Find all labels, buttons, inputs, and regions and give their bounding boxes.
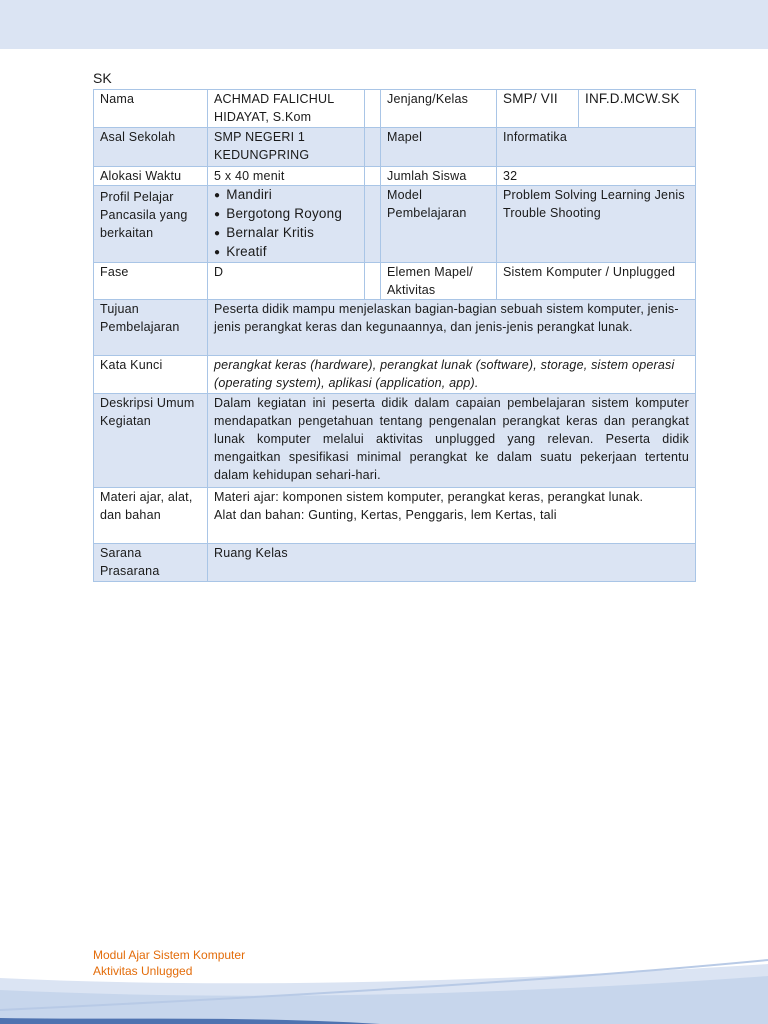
label-nama: Nama bbox=[94, 90, 208, 128]
spacer-cell bbox=[365, 90, 381, 128]
value-deskripsi: Dalam kegiatan ini peserta didik dalam capaian pembelajaran sistem komputer mendapatkan pengetahuan tentang pengenalan perangkat keras dan perangkat lunak komputer melalui aktivitas unplugged yang relevan. Peserta didik mengaitkan spesifikasi minimal perangkat ke dalam suatu pekerjaan tertentu dalam kehidupan sehari-hari. bbox=[208, 394, 696, 488]
table-row-fase bbox=[94, 263, 696, 300]
label-alokasi-waktu: Alokasi Waktu bbox=[94, 167, 208, 186]
profil-list bbox=[214, 186, 358, 262]
list-item: ● Bergotong Royong bbox=[214, 205, 358, 224]
value-nama: ACHMAD FALICHUL HIDAYAT, S.Kom bbox=[208, 90, 365, 128]
value-elemen-mapel: Sistem Komputer / Unplugged bbox=[497, 263, 696, 300]
value-jumlah-siswa: 32 bbox=[497, 167, 696, 186]
label-elemen-mapel: Elemen Mapel/ Aktivitas bbox=[381, 263, 497, 300]
label-materi: Materi ajar, alat, dan bahan bbox=[94, 488, 208, 544]
label-jenjang-kelas: Jenjang/Kelas bbox=[381, 90, 497, 128]
value-tujuan: Peserta didik mampu menjelaskan bagian-bagian sebuah sistem komputer, jenis-jenis perangkat keras dan kegunaannya, dan jenis-jenis perangkat lunak. bbox=[208, 300, 696, 356]
document-code-label: SK bbox=[93, 70, 112, 86]
label-jumlah-siswa: Jumlah Siswa bbox=[381, 167, 497, 186]
footer-text bbox=[93, 947, 245, 979]
table-row-profil-pelajar bbox=[94, 186, 696, 263]
label-asal-sekolah: Asal Sekolah bbox=[94, 128, 208, 167]
label-fase: Fase bbox=[94, 263, 208, 300]
spacer-cell bbox=[365, 186, 381, 263]
value-jenjang-kelas: SMP/ VII bbox=[497, 90, 579, 128]
spacer-cell bbox=[365, 263, 381, 300]
label-deskripsi: Deskripsi Umum Kegiatan bbox=[94, 394, 208, 488]
value-sarana: Ruang Kelas bbox=[208, 544, 696, 582]
table-row-materi bbox=[94, 488, 696, 544]
label-mapel: Mapel bbox=[381, 128, 497, 167]
value-mapel: Informatika bbox=[497, 128, 696, 167]
table-row-tujuan bbox=[94, 300, 696, 356]
label-profil-pelajar: Profil Pelajar Pancasila yang berkaitan bbox=[94, 186, 208, 263]
label-model-pembelajaran: Model Pembelajaran bbox=[381, 186, 497, 263]
value-module-code: INF.D.MCW.SK bbox=[579, 90, 696, 128]
table-row-asal-sekolah bbox=[94, 128, 696, 167]
spacer-cell bbox=[365, 167, 381, 186]
value-kata-kunci: perangkat keras (hardware), perangkat lunak (software), storage, sistem operasi (operating system), aplikasi (application, app). bbox=[208, 356, 696, 394]
list-item: ● Kreatif bbox=[214, 243, 358, 262]
label-kata-kunci: Kata Kunci bbox=[94, 356, 208, 394]
value-alokasi-waktu: 5 x 40 menit bbox=[208, 167, 365, 186]
footer-module-title: Modul Ajar Sistem Komputer bbox=[93, 948, 246, 962]
label-sarana: Sarana Prasarana bbox=[94, 544, 208, 582]
spacer-cell bbox=[365, 128, 381, 167]
list-item: ● Bernalar Kritis bbox=[214, 224, 358, 243]
footer-activity-title: Aktivitas Unlugged bbox=[93, 964, 193, 978]
table-row-nama bbox=[94, 90, 696, 128]
alat-bahan-line: Alat dan bahan: Gunting, Kertas, Penggaris, lem Kertas, tali bbox=[214, 508, 557, 522]
value-materi bbox=[208, 488, 696, 544]
value-fase: D bbox=[208, 263, 365, 300]
table-row-kata-kunci bbox=[94, 356, 696, 394]
value-model-pembelajaran: Problem Solving Learning Jenis Trouble Shooting bbox=[497, 186, 696, 263]
table-row-sarana bbox=[94, 544, 696, 582]
identity-table bbox=[93, 89, 696, 582]
table-row-deskripsi bbox=[94, 394, 696, 488]
list-item: ● Mandiri bbox=[214, 186, 358, 205]
materi-line: Materi ajar: komponen sistem komputer, perangkat keras, perangkat lunak. bbox=[214, 490, 644, 504]
header-band bbox=[0, 0, 768, 49]
label-tujuan: Tujuan Pembelajaran bbox=[94, 300, 208, 356]
table-row-alokasi-waktu bbox=[94, 167, 696, 186]
value-asal-sekolah: SMP NEGERI 1 KEDUNGPRING bbox=[208, 128, 365, 167]
